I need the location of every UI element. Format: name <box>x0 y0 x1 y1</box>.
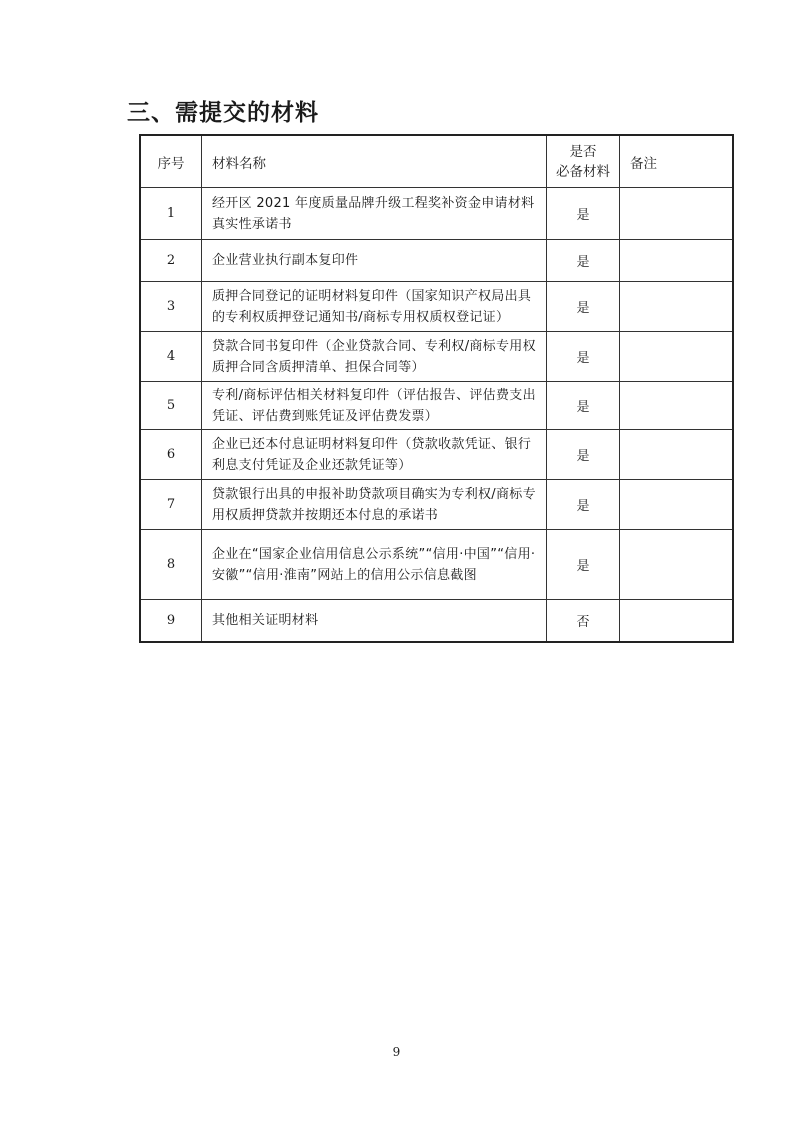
header-required <box>547 135 620 188</box>
row-required: 是 <box>547 382 620 430</box>
row-name: 其他相关证明材料 <box>202 600 547 642</box>
row-name: 企业营业执行副本复印件 <box>202 240 547 282</box>
row-no: 4 <box>140 332 202 382</box>
table-row <box>140 188 733 240</box>
row-no: 7 <box>140 480 202 530</box>
row-name: 企业在“国家企业信用信息公示系统”“信用·中国”“信用·安徽”“信用·淮南”网站上的信用公示信息截图 <box>202 530 547 600</box>
header-required-line1: 是否 <box>569 143 597 160</box>
table-row <box>140 530 733 600</box>
table-row <box>140 430 733 480</box>
header-name: 材料名称 <box>202 135 547 188</box>
row-required: 否 <box>547 600 620 642</box>
row-no: 8 <box>140 530 202 600</box>
row-name: 企业已还本付息证明材料复印件（贷款收款凭证、银行利息支付凭证及企业还款凭证等） <box>202 430 547 480</box>
header-required-line2: 必备材料 <box>556 163 610 180</box>
row-name: 经开区 2021 年度质量品牌升级工程奖补资金申请材料真实性承诺书 <box>202 188 547 240</box>
table-header-row <box>140 135 733 188</box>
row-required: 是 <box>547 188 620 240</box>
table-row <box>140 282 733 332</box>
row-note <box>620 382 734 430</box>
row-required: 是 <box>547 282 620 332</box>
row-no: 5 <box>140 382 202 430</box>
row-required: 是 <box>547 332 620 382</box>
row-no: 6 <box>140 430 202 480</box>
row-name: 贷款银行出具的申报补助贷款项目确实为专利权/商标专用权质押贷款并按期还本付息的承诺书 <box>202 480 547 530</box>
table-row <box>140 480 733 530</box>
row-note <box>620 600 734 642</box>
table-row <box>140 382 733 430</box>
row-required: 是 <box>547 480 620 530</box>
table-row <box>140 332 733 382</box>
row-note <box>620 530 734 600</box>
page-number: 9 <box>392 1045 401 1059</box>
table-row <box>140 600 733 642</box>
materials-table <box>139 134 734 643</box>
row-name: 质押合同登记的证明材料复印件（国家知识产权局出具的专利权质押登记通知书/商标专用权质权登记证） <box>202 282 547 332</box>
row-required: 是 <box>547 240 620 282</box>
row-note <box>620 188 734 240</box>
row-required: 是 <box>547 430 620 480</box>
row-no: 2 <box>140 240 202 282</box>
row-no: 3 <box>140 282 202 332</box>
header-no: 序号 <box>140 135 202 188</box>
section-title: 三、需提交的材料 <box>127 100 319 126</box>
row-no: 9 <box>140 600 202 642</box>
row-name: 贷款合同书复印件（企业贷款合同、专利权/商标专用权质押合同含质押清单、担保合同等） <box>202 332 547 382</box>
header-note: 备注 <box>620 135 734 188</box>
row-required: 是 <box>547 530 620 600</box>
row-note <box>620 282 734 332</box>
row-name: 专利/商标评估相关材料复印件（评估报告、评估费支出凭证、评估费到账凭证及评估费发票） <box>202 382 547 430</box>
row-note <box>620 430 734 480</box>
row-note <box>620 240 734 282</box>
table-row <box>140 240 733 282</box>
row-note <box>620 480 734 530</box>
row-note <box>620 332 734 382</box>
row-no: 1 <box>140 188 202 240</box>
